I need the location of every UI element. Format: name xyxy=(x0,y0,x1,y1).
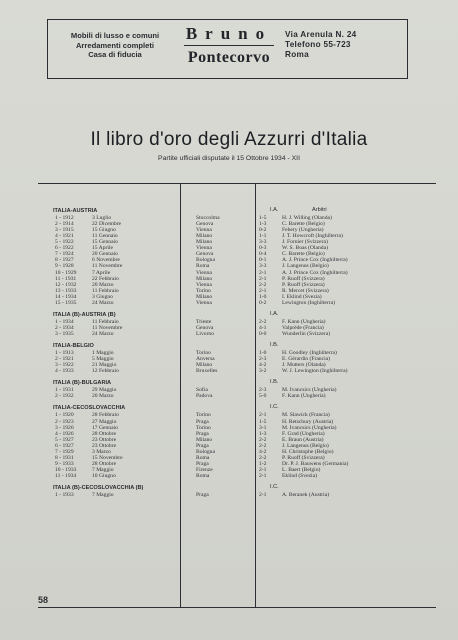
match-result: 2-2 xyxy=(259,454,267,461)
match-result: 0-2 xyxy=(259,227,267,234)
ad-left-text xyxy=(60,31,170,60)
match-result: 2-1 xyxy=(259,275,267,282)
match-number: 1 - 1912 xyxy=(55,215,74,222)
match-result: 4-1 xyxy=(259,324,267,331)
match-city: Praga xyxy=(196,430,209,437)
match-referee: H. Retschury (Austria) xyxy=(282,418,334,425)
match-date: 3 Luglio xyxy=(92,215,112,222)
match-date: 22 Febbraio xyxy=(92,275,119,282)
match-date: 5 Maggio xyxy=(92,356,114,363)
match-result: 2-3 xyxy=(259,356,267,363)
match-number: 3 - 1935 xyxy=(55,330,74,337)
match-city: Milano xyxy=(196,233,213,240)
match-result: 2-1 xyxy=(259,492,267,499)
match-city: Bologna xyxy=(196,257,215,264)
match-date: 3 Marzo xyxy=(92,448,111,455)
match-city: Milano xyxy=(196,275,213,282)
match-referee: L. Baert (Belgio) xyxy=(282,466,321,473)
match-city: Trieste xyxy=(196,318,212,325)
match-result: 1-1 xyxy=(259,233,267,240)
match-city: Stoccolma xyxy=(196,215,220,222)
match-number: 5 - 1927 xyxy=(55,436,74,443)
match-referee: A. Beranek (Austria) xyxy=(282,492,330,499)
section-ref-label: I.A. xyxy=(270,207,279,213)
match-date: 11 Novembre xyxy=(92,263,123,270)
page-number: 58 xyxy=(38,595,49,605)
match-referee: P. Ruoff (Svizzera) xyxy=(282,281,325,288)
match-referee: J. T. Howcroft (Inghilterra) xyxy=(282,233,343,240)
match-city: Padova xyxy=(196,393,213,400)
match-referee: F. Kann (Ungheria) xyxy=(282,393,326,400)
match-date: 11 Novembre xyxy=(92,324,123,331)
match-city: Praga xyxy=(196,460,209,467)
match-result: 2-2 xyxy=(259,442,267,449)
match-date: 11 Febbraio xyxy=(92,287,119,294)
match-referee: Fehery (Ungheria) xyxy=(282,227,324,234)
match-referee: Eklind (Svezia) xyxy=(282,472,317,479)
match-result: 2-1 xyxy=(259,287,267,294)
match-city: Genova xyxy=(196,324,214,331)
match-city: Vienna xyxy=(196,245,212,252)
match-city: Vienna xyxy=(196,281,212,288)
match-number: 3 - 1922 xyxy=(55,362,74,369)
section-title: ITALIA-BELGIO xyxy=(53,343,94,349)
match-city: Milano xyxy=(196,239,213,246)
match-date: 7 Maggio xyxy=(92,466,114,473)
match-date: 12 Febbraio xyxy=(92,368,119,375)
match-result: 3-2 xyxy=(259,368,267,375)
match-number: 12 - 1932 xyxy=(55,281,77,288)
match-referee: F. Kann (Ungheria) xyxy=(282,318,326,325)
table-divider-left xyxy=(180,183,181,607)
ad-brand-rule xyxy=(184,45,274,46)
match-date: 15 Aprile xyxy=(92,245,113,252)
match-date: 28 Ottobre xyxy=(92,460,117,467)
match-city: Roma xyxy=(196,263,210,270)
match-referee: Wunderlin (Svizzera) xyxy=(282,330,331,337)
table-divider-right xyxy=(255,183,256,607)
arbitri-header: Arbitri xyxy=(312,207,327,213)
match-result: 1-0 xyxy=(259,350,267,357)
match-date: 29 Maggio xyxy=(92,387,117,394)
page-subtitle: Partite ufficiali disputate il 15 Ottobre 1934 - XII xyxy=(158,155,300,162)
match-date: 11 Febbraio xyxy=(92,318,119,325)
match-referee: Valprède (Francia) xyxy=(282,324,324,331)
match-referee: C. Barette (Belgio) xyxy=(282,221,325,228)
section-title: ITALIA (B)-CECOSLOVACCHIA (B) xyxy=(53,485,144,491)
match-date: 6 Novembre xyxy=(92,257,120,264)
match-referee: E. Braun (Austria) xyxy=(282,436,324,443)
match-referee: W. S. Boas (Olanda) xyxy=(282,245,328,252)
match-referee: I. Eklind (Svezia) xyxy=(282,293,322,300)
match-referee: Lewington (Inghilterra) xyxy=(282,299,335,306)
section-title: ITALIA-AUSTRIA xyxy=(53,208,98,214)
match-result: 1-2 xyxy=(259,460,267,467)
match-date: 23 Ottobre xyxy=(92,442,117,449)
match-date: 7 Maggio xyxy=(92,492,114,499)
match-city: Milano xyxy=(196,362,213,369)
match-city: Praga xyxy=(196,442,209,449)
ad-right-line: Roma xyxy=(285,50,309,60)
match-number: 2 - 1932 xyxy=(55,393,74,400)
match-city: Torino xyxy=(196,412,211,419)
match-number: 10 - 1933 xyxy=(55,466,77,473)
ad-right-line: Via Arenula N. 24 xyxy=(285,30,357,39)
match-number: 11 - 1934 xyxy=(55,472,77,479)
match-number: 8 - 1931 xyxy=(55,454,74,461)
match-number: 5 - 1922 xyxy=(55,239,74,246)
match-result: 1-3 xyxy=(259,221,267,228)
match-city: Roma xyxy=(196,454,210,461)
match-number: 4 - 1926 xyxy=(55,430,74,437)
match-referee: M. Ivancsics (Ungheria) xyxy=(282,387,337,394)
match-date: 15 Gennaio xyxy=(92,239,118,246)
match-referee: M. Ivancsics (Ungheria) xyxy=(282,424,337,431)
match-city: Anversa xyxy=(196,356,215,363)
match-city: Roma xyxy=(196,472,210,479)
match-date: 23 Ottobre xyxy=(92,436,117,443)
match-result: 1-5 xyxy=(259,418,267,425)
match-referee: E. Gérardin (Francia) xyxy=(282,356,330,363)
match-city: Firenze xyxy=(196,466,213,473)
match-city: Torino xyxy=(196,350,211,357)
match-number: 1 - 1934 xyxy=(55,318,74,325)
match-city: Bologna xyxy=(196,448,215,455)
match-result: 2-1 xyxy=(259,472,267,479)
section-title: ITALIA (B)-BULGARIA xyxy=(53,380,112,387)
match-referee: Dr. P. J. Bauwens (Germania) xyxy=(282,460,349,467)
match-referee: F. Grad (Ungheria) xyxy=(282,430,325,437)
match-number: 1 - 1913 xyxy=(55,350,74,357)
match-result: 0-3 xyxy=(259,245,267,252)
match-date: 20 Gennaio xyxy=(92,251,118,258)
match-date: 10 Giugno xyxy=(92,472,116,479)
match-result: 0-0 xyxy=(259,330,267,337)
match-referee: R. Mercet (Svizzera) xyxy=(282,287,329,294)
section-ref-label: I.C. xyxy=(270,484,279,490)
match-number: 8 - 1927 xyxy=(55,257,74,264)
match-date: 24 Marzo xyxy=(92,330,114,337)
match-result: 3-1 xyxy=(259,424,267,431)
table-bottom-rule xyxy=(38,607,436,608)
match-result: 3-3 xyxy=(259,263,267,270)
match-result: 2-2 xyxy=(259,281,267,288)
section-ref-label: I.C. xyxy=(270,404,279,411)
match-result: 5-0 xyxy=(259,393,267,400)
match-number: 3 - 1926 xyxy=(55,424,74,431)
match-number: 2 - 1934 xyxy=(55,324,74,331)
page-title: Il libro d'oro degli Azzurri d'Italia xyxy=(90,129,368,150)
match-date: 21 Maggio xyxy=(92,362,117,369)
match-date: 17 Gennaio xyxy=(92,424,118,431)
ad-right-line: Telefono 55-723 xyxy=(285,40,351,50)
match-referee: C. Barette (Belgio) xyxy=(282,251,325,258)
match-number: 2 - 1921 xyxy=(55,356,74,363)
match-result: 1-5 xyxy=(259,215,267,222)
match-city: Praga xyxy=(196,492,209,499)
section-title: ITALIA-CECOSLOVACCHIA xyxy=(53,405,126,412)
match-number: 1 - 1933 xyxy=(55,492,74,499)
section-ref-label: I.A. xyxy=(270,310,279,317)
match-number: 15 - 1935 xyxy=(55,299,77,306)
match-referee: H. J. Willing (Olanda) xyxy=(282,215,332,222)
match-referee: P. Ruoff (Svizzera) xyxy=(282,275,325,282)
section-title: ITALIA (B)-AUSTRIA (B) xyxy=(53,311,116,318)
match-result: 3-3 xyxy=(259,239,267,246)
match-referee: J. Fornier (Svizzera) xyxy=(282,239,328,246)
match-city: Livorno xyxy=(196,330,215,337)
ad-right-text xyxy=(285,30,405,61)
match-referee: H. Goodley (Inghilterra) xyxy=(282,350,337,357)
match-date: 3 Giugno xyxy=(92,293,113,300)
match-result: 0-1 xyxy=(259,257,267,264)
match-referee: M. Slawick (Francia) xyxy=(282,412,330,419)
match-referee: H. Christophe (Belgio) xyxy=(282,448,334,455)
match-referee: J. Langenus (Belgio) xyxy=(282,263,329,270)
advertisement-box xyxy=(47,19,408,79)
match-number: 11 - 1931 xyxy=(55,275,77,282)
ad-brand xyxy=(180,24,278,67)
match-city: Vienna xyxy=(196,269,212,276)
match-result: 0-2 xyxy=(259,299,267,306)
match-date: 20 Marzo xyxy=(92,393,114,400)
match-result: 2-1 xyxy=(259,466,267,473)
match-city: Genova xyxy=(196,221,214,228)
match-number: 9 - 1933 xyxy=(55,460,74,467)
match-number: 7 - 1924 xyxy=(55,251,74,258)
match-result: 4-2 xyxy=(259,448,267,455)
match-number: 9 - 1928 xyxy=(55,263,74,270)
match-result: 4-2 xyxy=(259,362,267,369)
ad-brand-top: Bruno xyxy=(185,24,273,43)
section-ref-label: I.B. xyxy=(270,379,279,386)
match-city: Praga xyxy=(196,418,209,425)
match-date: 15 Giugno xyxy=(92,227,116,234)
match-city: Genova xyxy=(196,251,214,258)
ad-left-line: Casa di fiducia xyxy=(88,50,142,59)
match-referee: A. J. Prince Cox (Inghilterra) xyxy=(282,257,348,264)
match-date: 22 Dicembre xyxy=(92,221,122,228)
ad-left-line: Arredamenti completi xyxy=(75,40,155,50)
match-date: 1 Maggio xyxy=(92,350,114,357)
match-referee: P. Ruoff (Svizzera) xyxy=(282,454,325,461)
match-city: Milano xyxy=(196,293,213,300)
match-date: 11 Gennaio xyxy=(92,233,118,240)
match-referee: W. J. Lewington (Inghilterra) xyxy=(282,368,348,375)
match-number: 1 - 1931 xyxy=(55,387,74,394)
match-city: Vienna xyxy=(196,299,212,306)
match-city: Sofia xyxy=(196,387,208,394)
section-ref-label: I.B. xyxy=(270,342,279,348)
match-referee: J. Langenus (Belgio) xyxy=(282,442,329,449)
match-number: 7 - 1929 xyxy=(55,448,74,455)
match-city: Torino xyxy=(196,424,211,431)
match-date: 15 Novembre xyxy=(92,454,123,461)
match-date: 27 Maggio xyxy=(92,418,117,425)
match-number: 6 - 1927 xyxy=(55,442,74,449)
match-referee: J. Mutters (Olanda) xyxy=(282,362,326,369)
match-referee: A. J. Prince Cox (Inghilterra) xyxy=(282,269,348,276)
match-number: 3 - 1915 xyxy=(55,227,74,234)
match-date: 28 Ottobre xyxy=(92,430,117,437)
ad-left-line: Mobili di lusso e comuni xyxy=(70,31,160,40)
match-result: 0-4 xyxy=(259,251,267,258)
match-result: 2-2 xyxy=(259,436,267,443)
match-number: 14 - 1934 xyxy=(55,293,77,300)
match-number: 4 - 1933 xyxy=(55,368,74,375)
match-result: 2-2 xyxy=(259,318,267,325)
match-result: 1-3 xyxy=(259,430,267,437)
match-number: 1 - 1920 xyxy=(55,412,74,419)
table-top-rule xyxy=(38,183,436,184)
match-result: 2-1 xyxy=(259,412,267,419)
match-date: 28 Febbraio xyxy=(92,412,119,419)
match-city: Bruxelles xyxy=(196,368,218,375)
ad-brand-bottom: Pontecorvo xyxy=(187,49,271,67)
match-number: 6 - 1922 xyxy=(55,245,74,252)
match-date: 20 Marzo xyxy=(92,281,114,288)
match-city: Vienna xyxy=(196,227,212,234)
match-city: Milano xyxy=(196,436,213,443)
match-number: 2 - 1914 xyxy=(55,221,74,228)
match-city: Torino xyxy=(196,287,211,294)
match-date: 24 Marzo xyxy=(92,299,114,306)
match-date: 7 Aprile xyxy=(92,269,111,276)
match-number: 10 - 1929 xyxy=(55,269,77,276)
match-number: 13 - 1933 xyxy=(55,287,77,294)
match-result: 2-1 xyxy=(259,269,267,276)
match-result: 1-0 xyxy=(259,293,267,300)
match-number: 4 - 1921 xyxy=(55,233,74,240)
match-result: 2-3 xyxy=(259,387,267,394)
match-number: 2 - 1923 xyxy=(55,418,74,425)
